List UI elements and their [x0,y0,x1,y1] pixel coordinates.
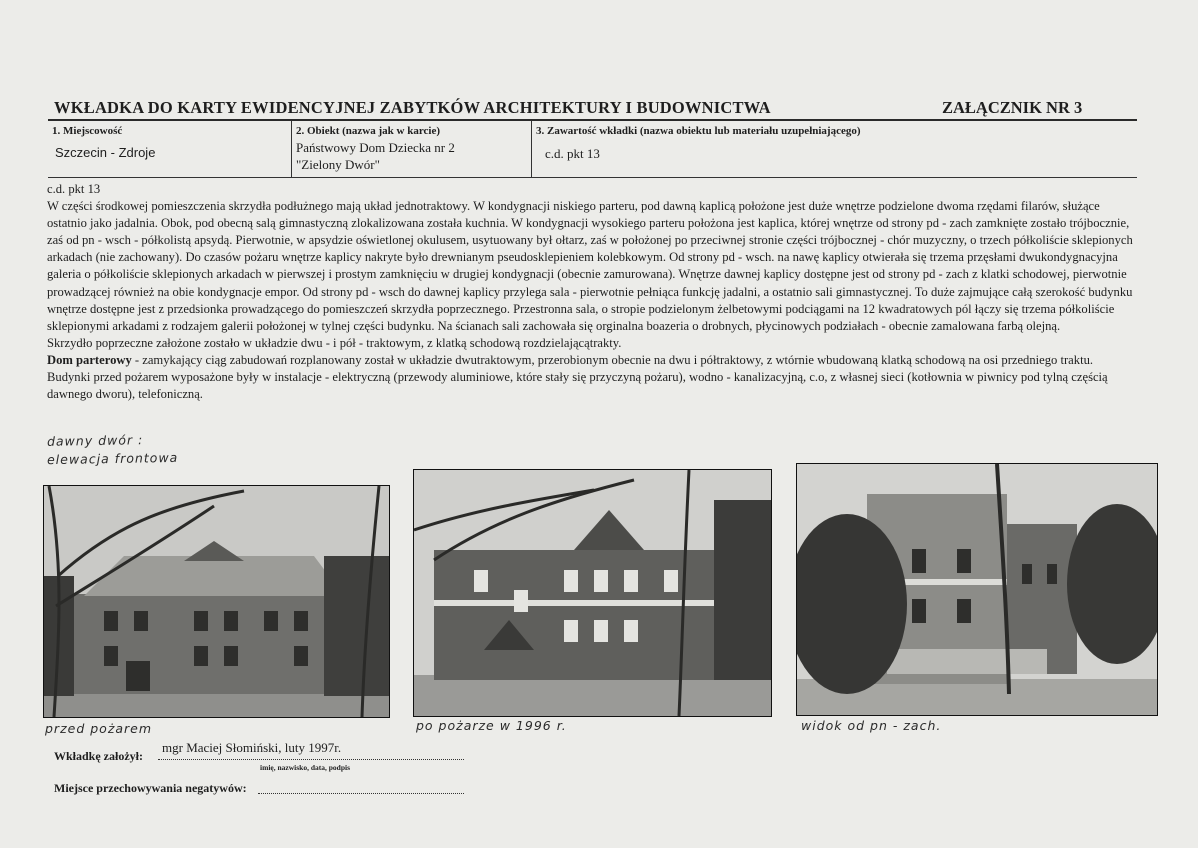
negatives-label: Miejsce przechowywania negatywów: [54,781,247,795]
contents-value: c.d. pkt 13 [545,146,600,161]
author-label: Wkładkę założył: [54,749,143,763]
building-photo-icon [44,486,389,717]
author-value: mgr Maciej Słomiński, luty 1997r. [162,740,342,755]
author-line [158,758,464,760]
fields-rule [48,177,1137,178]
description-text [47,181,1139,403]
contents-label: 3. Zawartość wkładki (nazwa obiektu lub materiału uzupełniającego) [536,125,861,137]
object-value-line2: "Zielony Dwór" [296,157,380,172]
building-photo-icon [414,470,771,716]
paragraph-rest: - zamykający ciąg zabudowań rozplanowany został w układzie dwutraktowym, przerobionym obecnie na dwu i półtraktowy, z wtórnie wbudowaną klatką schodową na osi przedniego traktu. Budynki przed pożarem wyposażone były w instalacje - elektryczną (przewody aluminiowe, które stały się przyczyną pożaru), wodno - kanalizacyjną, c.o, z własnej sieci (kotłownia w piwnicy pod tylną częścią dawnego dworu), telefoniczną. [47,352,1108,402]
photo-northwest-view [796,463,1158,716]
author-hint: imię, nazwisko, data, podpis [260,763,351,772]
section-heading: c.d. pkt 13 [47,182,101,196]
form-title: WKŁADKA DO KARTY EWIDENCYJNEJ ZABYTKÓW ARCHITEKTURY I BUDOWNICTWA [54,98,771,117]
paragraph: W części środkowej pomieszczenia skrzydła podłużnego mają układ jednotraktowy. W kondygnacji niskiego parteru, pod dawną kaplicą położone jest duże wnętrze podzielone dwoma rzędami filarów, służące ostatnio jako jadalnia. Obok, pod obecną salą gimnastyczną zlokalizowana została kuchnia. W kondygnacji wysokiego parteru położona jest kaplica, której wnętrze od strony pd - zach zamknięte zostało trójbocznie, zaś od pn - wsch - półkolistą apsydą. Pierwotnie, w apsydzie oświetlonej okulusem, usytuowany był ołtarz, zaś w położonej po przeciwnej stronie części trójbocznej - chór muzyczny, o trzech półkoliście sklepionych arkadach (nie zachowany). Do czasów pożaru wnętrze kaplicy nakryte było drewnianym pseudosklepieniem kolebkowym. Od strony pd - wsch. na nawę kaplicy otwierała się trzema przęsłami dwukondygnacyjna galeria o półkoliście sklepionych arkadach w pierwszej i prostym zamknięciu w drugiej kondygnacji (obecnie zamurowana). Wnętrze dawnej kaplicy dostępne jest od strony pd - zach z klatki schodowej, pierwotnie prowadzącej również na obie kondygnacje empor. Od strony pd - wsch do dawnej kaplicy przylega sala - pierwotnie pełniąca funkcję jadalni, a ostatnio sali gimnastycznej. To duże zajmujące całą szerokość budynku wnętrze dostępne jest z przedsionka prowadzącego do pomieszczeń skrzydła poprzecznego. Przestronna sala, o stropie podzielonym żelbetowymi podciągami na 12 kwadratowych pól łączy się trzema półkoliście sklepionymi arkadami z rodzajem galerii położonej w tylnej części budynku. Na ścianach sali zachowała się orginalna boazeria o drobnych, płycinowych podziałach - obecnie zamalowana farbą olejną. [47,199,1133,333]
header-rule [48,119,1137,121]
annex-number: ZAŁĄCZNIK NR 3 [942,98,1083,117]
object-value-line1: Państwowy Dom Dziecka nr 2 [296,140,455,155]
field-divider [531,121,532,177]
photo-before-fire [43,485,390,718]
building-photo-icon [797,464,1157,715]
negatives-line [258,792,464,794]
paragraph-lead: Dom parterowy [47,352,132,367]
photo-caption: przed pożarem [45,721,153,736]
photo-caption: widok od pn - zach. [801,718,942,733]
photo-after-fire [413,469,772,717]
locality-label: 1. Miejscowość [52,125,123,137]
object-label: 2. Obiekt (nazwa jak w karcie) [296,125,441,137]
photo-caption: po pożarze w 1996 r. [416,718,567,733]
handwritten-note: elewacja frontowa [46,449,179,468]
field-divider [291,121,292,177]
handwritten-note: dawny dwór : [46,432,144,449]
paragraph [47,352,1139,403]
locality-value: Szczecin - Zdroje [55,145,156,160]
paragraph: Skrzydło poprzeczne założone zostało w układzie dwu - i pół - traktowym, z klatką schodową rozdzielającątrakty. [47,335,622,350]
